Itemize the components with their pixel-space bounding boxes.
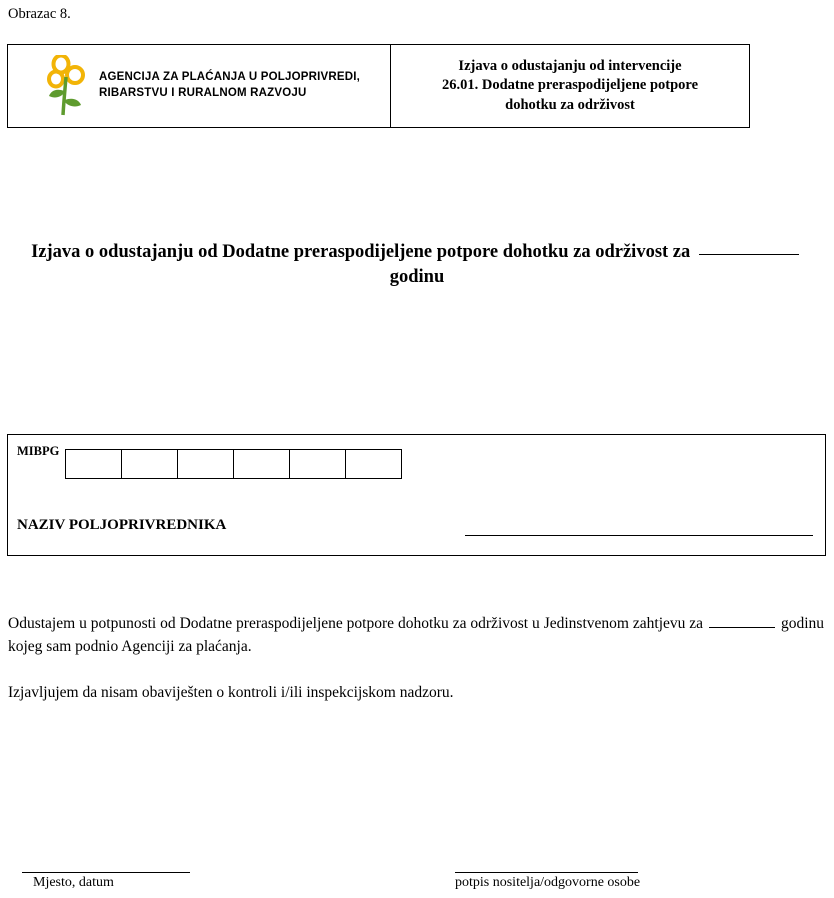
agency-name-line2: RIBARSTVU I RURALNOM RAZVOJU	[99, 87, 307, 99]
header-title-line3: dohotku za održivost	[505, 96, 635, 113]
page-title	[8, 240, 826, 290]
holder-signature-label: potpis nositelja/odgovorne osobe	[455, 875, 641, 890]
place-date-label: Mjesto, datum	[33, 875, 114, 890]
statement-paragraph-1-part2: godinu kojeg sam podnio Agenciji za plaćanja.	[8, 615, 825, 656]
header-title-line2: 26.01. Dodatne preraspodijeljene potpore	[441, 77, 699, 94]
page-title-before-blank: Izjava o odustajanju od Dodatne preraspodijeljene potpore dohotku za održivost za	[31, 242, 691, 262]
farmer-name-label: NAZIV POLJOPRIVREDNIKA	[17, 517, 227, 533]
mibpg-cell[interactable]	[65, 449, 122, 479]
agency-name	[99, 70, 360, 101]
mibpg-cell[interactable]	[233, 449, 290, 479]
year-inline-blank-field[interactable]	[709, 627, 775, 628]
header-title-cell	[391, 45, 749, 127]
farmer-name-input[interactable]	[465, 535, 813, 536]
mibpg-input-cells[interactable]	[65, 449, 401, 479]
statement-paragraph-2: Izjavljujem da nisam obaviješten o kontroli i/ili inspekcijskom nadzoru.	[8, 684, 454, 701]
mibpg-cell[interactable]	[289, 449, 346, 479]
mibpg-cell[interactable]	[121, 449, 178, 479]
page-title-after-blank: godinu	[389, 266, 445, 287]
agency-name-line1: AGENCIJA ZA PLAĆANJA U POLJOPRIVREDI,	[99, 71, 361, 84]
mibpg-label: MIBPG	[17, 444, 60, 458]
header-table	[7, 44, 750, 128]
mibpg-cell[interactable]	[345, 449, 402, 479]
place-date-signature-line[interactable]	[22, 872, 190, 873]
holder-signature-line[interactable]	[455, 872, 638, 873]
year-blank-field[interactable]	[699, 254, 799, 255]
mibpg-cell[interactable]	[177, 449, 234, 479]
identification-box	[7, 434, 826, 556]
header-title	[442, 57, 698, 114]
agency-flower-logo-icon	[44, 55, 90, 117]
statement-paragraph-1-part1: Odustajem u potpunosti od Dodatne preraspodijeljene potpore dohotku za održivost u Jedinstvenom zahtjevu za	[8, 615, 704, 632]
statement-paragraph-1	[8, 612, 824, 659]
header-title-line1: Izjava o odustajanju od intervencije	[458, 58, 682, 75]
form-code: Obrazac 8.	[8, 6, 71, 22]
header-logo-cell	[8, 45, 391, 127]
